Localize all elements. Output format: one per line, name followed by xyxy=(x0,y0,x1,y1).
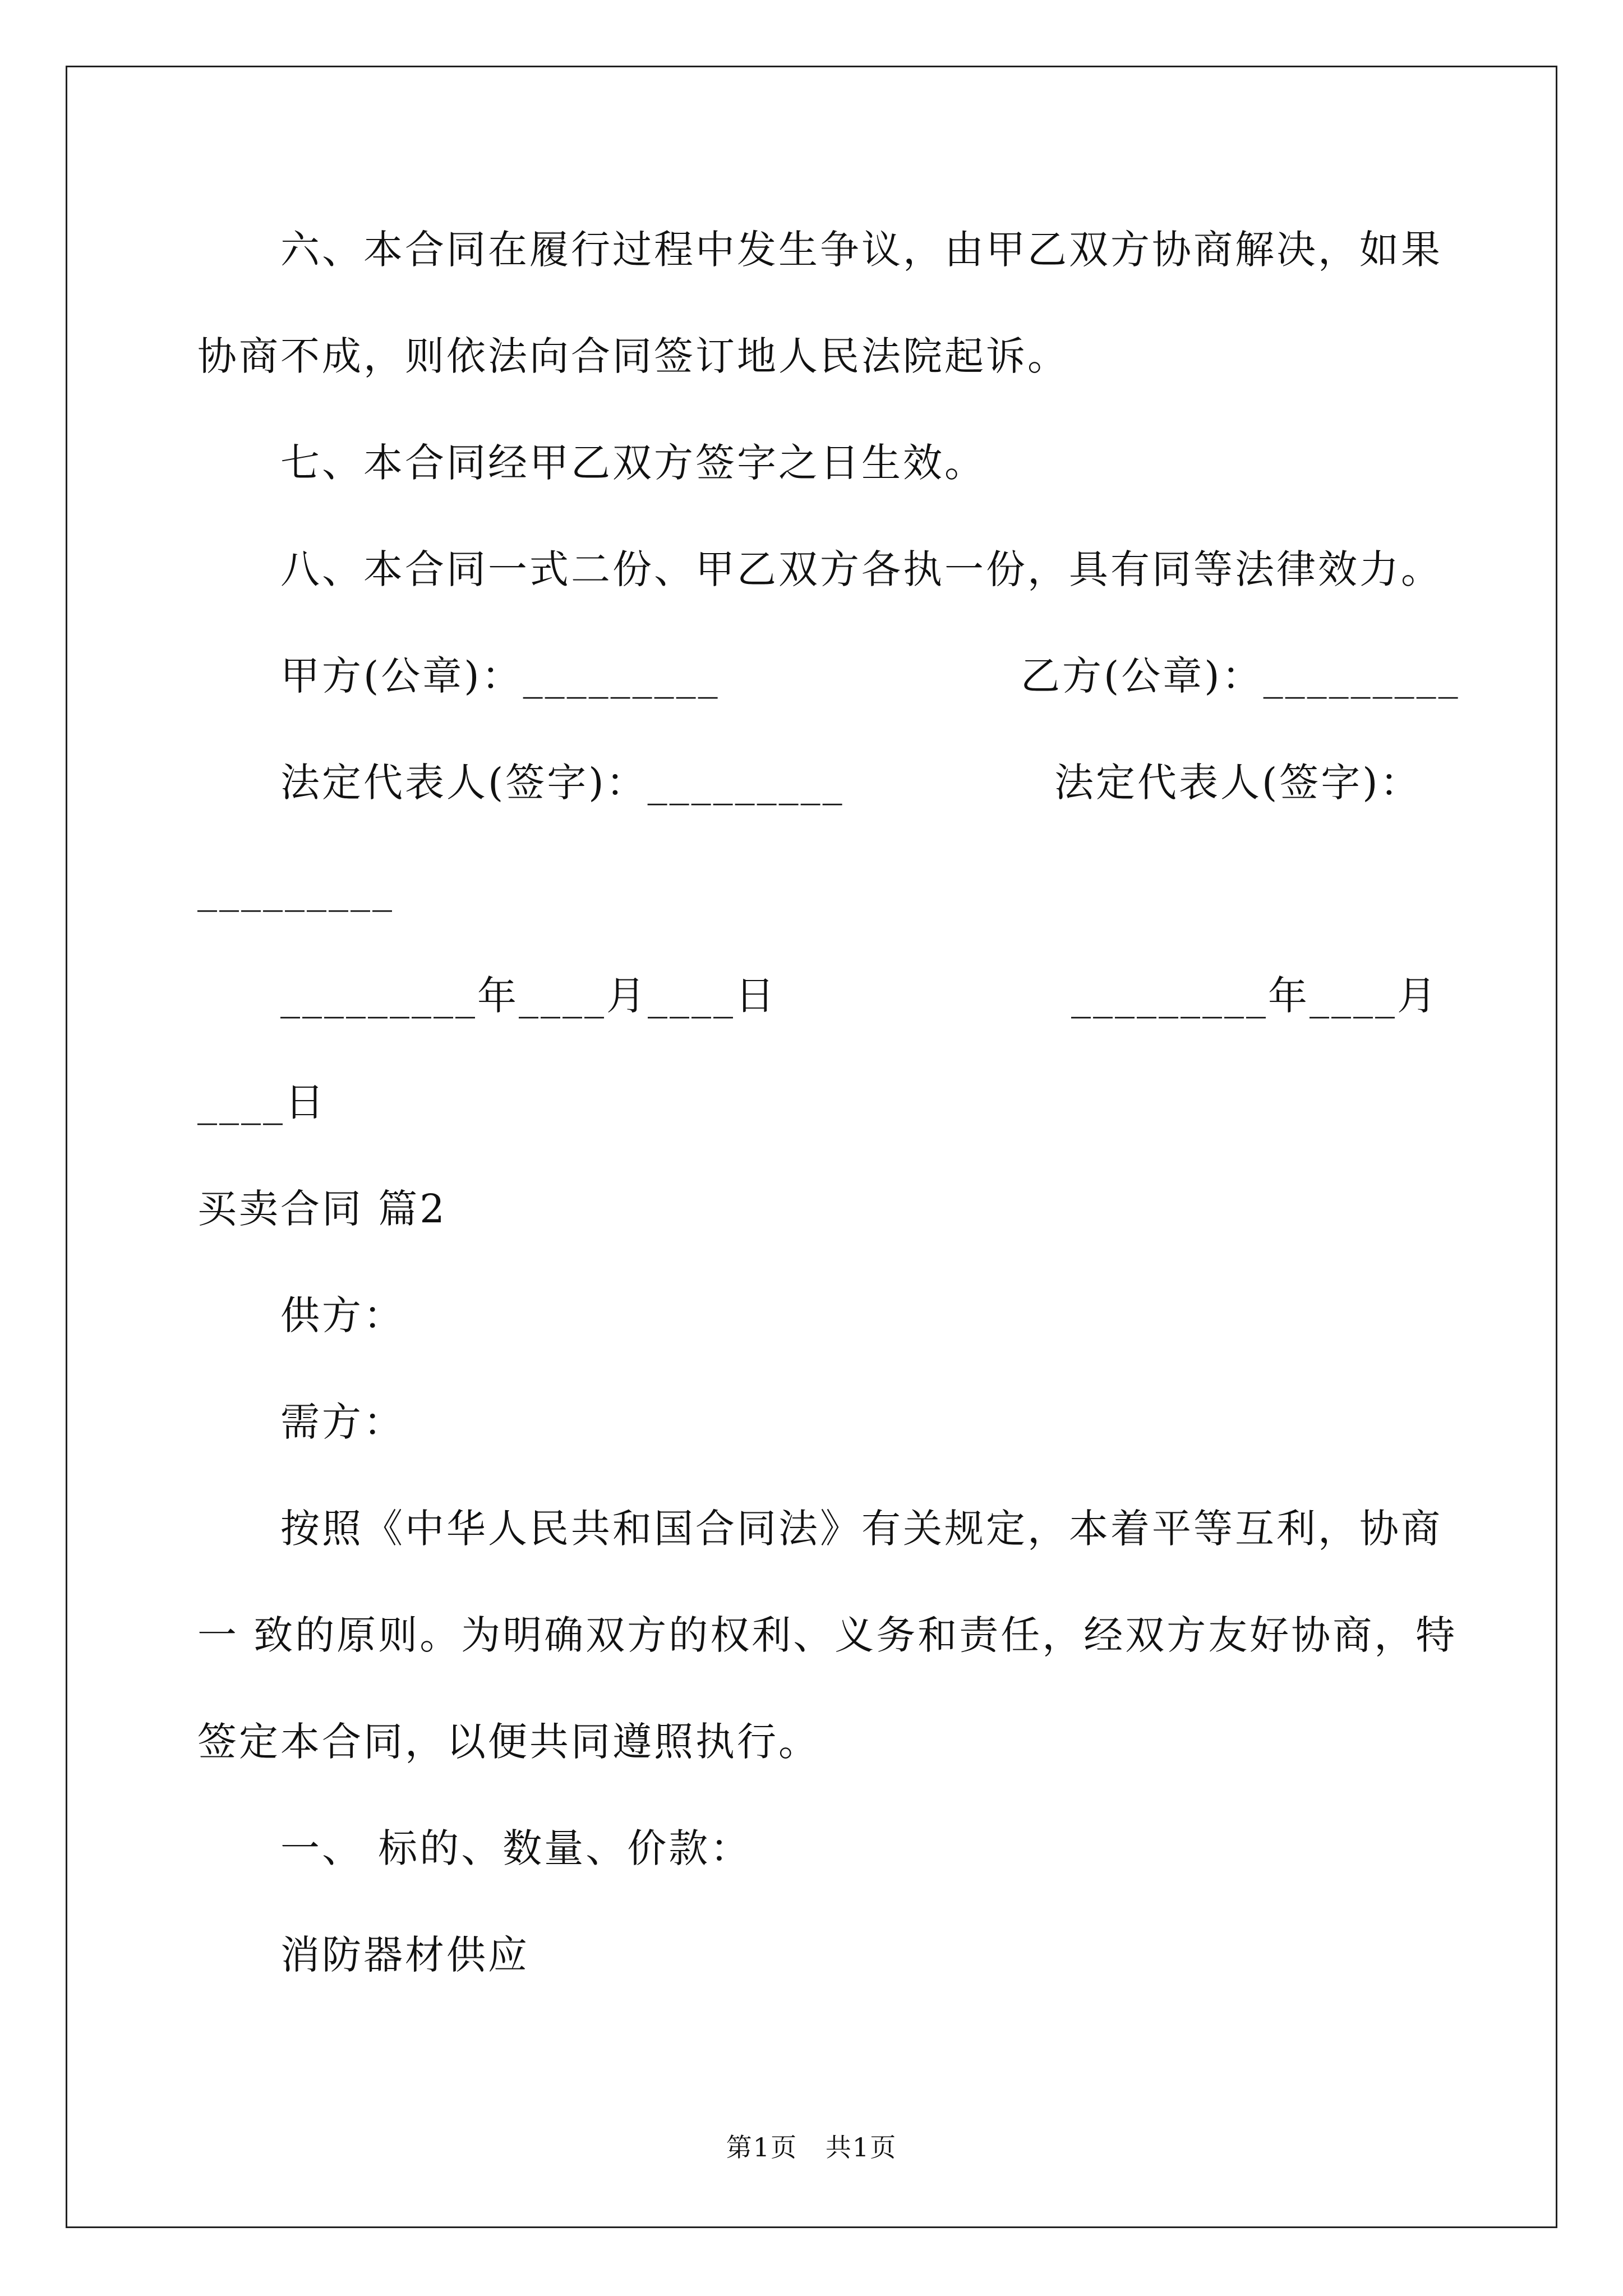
clause-8: 八、本合同一式二份、甲乙双方各执一份，具有同等法律效力。 xyxy=(280,546,1442,592)
preamble-line-1: 按照《中华人民共和国合同法》有关规定，本着平等互利，协商 xyxy=(280,1506,1442,1552)
party-b-date-day: ____日 xyxy=(197,1079,326,1125)
section-title: 买卖合同 篇2 xyxy=(197,1186,447,1232)
clause-1-heading: 一、 标的、数量、价款： xyxy=(280,1825,752,1871)
party-b-representative: 法定代表人(签字)： xyxy=(1054,760,1422,806)
party-b-seal: 乙方(公章)：_________ xyxy=(1021,653,1460,699)
buyer-label: 需方： xyxy=(280,1399,405,1445)
supplier-label: 供方： xyxy=(280,1292,405,1338)
party-b-date: _________年____月 xyxy=(1071,973,1438,1019)
page-number: 第1页 共1页 xyxy=(726,2132,897,2162)
preamble-line-2: 一 致的原则。为明确双方的权利、义务和责任，经双方友好协商，特 xyxy=(197,1612,1458,1658)
preamble-line-3: 签定本合同，以便共同遵照执行。 xyxy=(197,1719,820,1765)
clause-6-line-1: 六、本合同在履行过程中发生争议，由甲乙双方协商解决，如果 xyxy=(280,227,1442,273)
clause-6-line-2: 协商不成，则依法向合同签订地人民法院起诉。 xyxy=(197,333,1069,379)
clause-7: 七、本合同经甲乙双方签字之日生效。 xyxy=(280,440,986,486)
clause-1-item: 消防器材供应 xyxy=(280,1932,529,1978)
party-a-date: _________年____月____日 xyxy=(280,973,777,1019)
party-a-representative: 法定代表人(签字)：_________ xyxy=(280,760,845,806)
party-a-seal: 甲方(公章)：_________ xyxy=(280,653,720,699)
page-border xyxy=(66,66,1557,2228)
party-b-representative-blank: _________ xyxy=(197,866,394,912)
